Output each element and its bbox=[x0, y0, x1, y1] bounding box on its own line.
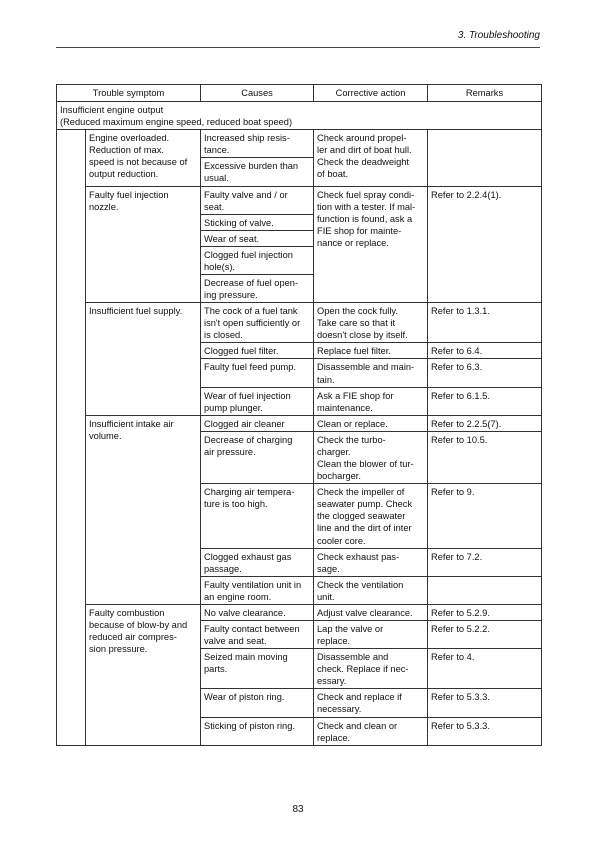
category-title: Insufficient engine output (Reduced maximum engine speed, reduced boat speed) bbox=[57, 102, 542, 130]
action-cell: Check around propel- ler and dirt of boat hull. Check the deadweight of boat. bbox=[314, 130, 428, 186]
cause-cell: Decrease of charging air pressure. bbox=[201, 431, 314, 483]
remarks-cell bbox=[428, 576, 542, 604]
indent-cell bbox=[57, 186, 86, 303]
remarks-cell: Refer to 5.2.2. bbox=[428, 620, 542, 648]
table-row bbox=[57, 604, 542, 620]
action-cell: Check the turbo- charger. Clean the blower of tur- bocharger. bbox=[314, 431, 428, 483]
remarks-cell bbox=[428, 130, 542, 186]
action-cell: Open the cock fully. Take care so that it doesn't close by itself. bbox=[314, 303, 428, 343]
cause-cell: Faulty contact between valve and seat. bbox=[201, 620, 314, 648]
symptom-cell: Faulty combustion because of blow-by and reduced air compres- sion pressure. bbox=[86, 604, 201, 745]
remarks-cell: Refer to 1.3.1. bbox=[428, 303, 542, 343]
table-header-row bbox=[57, 85, 542, 102]
remarks-cell: Refer to 6.1.5. bbox=[428, 387, 542, 415]
action-cell: Lap the valve or replace. bbox=[314, 620, 428, 648]
cause-cell: Clogged fuel injection hole(s). bbox=[201, 246, 314, 274]
table-row bbox=[57, 303, 542, 343]
remarks-cell: Refer to 6.3. bbox=[428, 359, 542, 387]
table-row bbox=[57, 130, 542, 158]
cause-cell: Faulty valve and / or seat. bbox=[201, 186, 314, 214]
symptom-cell: Insufficient intake air volume. bbox=[86, 415, 201, 604]
header-corrective-action: Corrective action bbox=[314, 85, 428, 102]
action-cell: Disassemble and main- tain. bbox=[314, 359, 428, 387]
symptom-cell: Insufficient fuel supply. bbox=[86, 303, 201, 416]
remarks-cell: Refer to 6.4. bbox=[428, 343, 542, 359]
page-number: 83 bbox=[292, 804, 304, 815]
cause-cell: The cock of a fuel tank isn't open sufficiently or is closed. bbox=[201, 303, 314, 343]
category-row bbox=[57, 102, 542, 130]
indent-cell bbox=[57, 415, 86, 604]
remarks-cell: Refer to 2.2.4(1). bbox=[428, 186, 542, 303]
cause-cell: No valve clearance. bbox=[201, 604, 314, 620]
action-cell: Ask a FIE shop for maintenance. bbox=[314, 387, 428, 415]
cause-cell: Decrease of fuel open- ing pressure. bbox=[201, 275, 314, 303]
cause-cell: Faulty ventilation unit in an engine room. bbox=[201, 576, 314, 604]
indent-cell bbox=[57, 604, 86, 745]
remarks-cell: Refer to 5.3.3. bbox=[428, 717, 542, 745]
cause-cell: Wear of seat. bbox=[201, 230, 314, 246]
cause-cell: Faulty fuel feed pump. bbox=[201, 359, 314, 387]
action-cell: Check and clean or replace. bbox=[314, 717, 428, 745]
symptom-cell: Engine overloaded. Reduction of max. speed is not because of output reduction. bbox=[86, 130, 201, 186]
action-cell: Check fuel spray condi- tion with a tester. If mal- function is found, ask a FIE shop for mainte- nance or replace. bbox=[314, 186, 428, 303]
section-header: 3. Troubleshooting bbox=[457, 30, 540, 41]
cause-cell: Wear of piston ring. bbox=[201, 689, 314, 717]
header-remarks: Remarks bbox=[428, 85, 542, 102]
table-row bbox=[57, 186, 542, 214]
cause-cell: Clogged exhaust gas passage. bbox=[201, 548, 314, 576]
action-cell: Check the impeller of seawater pump. Check the clogged seawater line and the dirt of inter cooler core. bbox=[314, 484, 428, 548]
cause-cell: Increased ship resis- tance. bbox=[201, 130, 314, 158]
cause-cell: Clogged fuel filter. bbox=[201, 343, 314, 359]
remarks-cell: Refer to 9. bbox=[428, 484, 542, 548]
indent-cell bbox=[57, 303, 86, 416]
cause-cell: Sticking of piston ring. bbox=[201, 717, 314, 745]
action-cell: Check the ventilation unit. bbox=[314, 576, 428, 604]
table-row bbox=[57, 415, 542, 431]
action-cell: Disassemble and check. Replace if nec- essary. bbox=[314, 649, 428, 689]
action-cell: Replace fuel filter. bbox=[314, 343, 428, 359]
cause-cell: Clogged air cleaner bbox=[201, 415, 314, 431]
remarks-cell: Refer to 5.3.3. bbox=[428, 689, 542, 717]
remarks-cell: Refer to 7.2. bbox=[428, 548, 542, 576]
symptom-cell: Faulty fuel injection nozzle. bbox=[86, 186, 201, 303]
header-rule bbox=[56, 47, 540, 48]
cause-cell: Seized main moving parts. bbox=[201, 649, 314, 689]
cause-cell: Charging air tempera- ture is too high. bbox=[201, 484, 314, 548]
action-cell: Check exhaust pas- sage. bbox=[314, 548, 428, 576]
cause-cell: Excessive burden than usual. bbox=[201, 158, 314, 186]
remarks-cell: Refer to 4. bbox=[428, 649, 542, 689]
remarks-cell: Refer to 10.5. bbox=[428, 431, 542, 483]
indent-cell bbox=[57, 130, 86, 186]
action-cell: Check and replace if necessary. bbox=[314, 689, 428, 717]
troubleshooting-table bbox=[56, 84, 542, 746]
remarks-cell: Refer to 2.2.5(7). bbox=[428, 415, 542, 431]
cause-cell: Wear of fuel injection pump plunger. bbox=[201, 387, 314, 415]
action-cell: Adjust valve clearance. bbox=[314, 604, 428, 620]
header-causes: Causes bbox=[201, 85, 314, 102]
header-trouble-symptom: Trouble symptom bbox=[57, 85, 201, 102]
action-cell: Clean or replace. bbox=[314, 415, 428, 431]
cause-cell: Sticking of valve. bbox=[201, 214, 314, 230]
remarks-cell: Refer to 5.2.9. bbox=[428, 604, 542, 620]
